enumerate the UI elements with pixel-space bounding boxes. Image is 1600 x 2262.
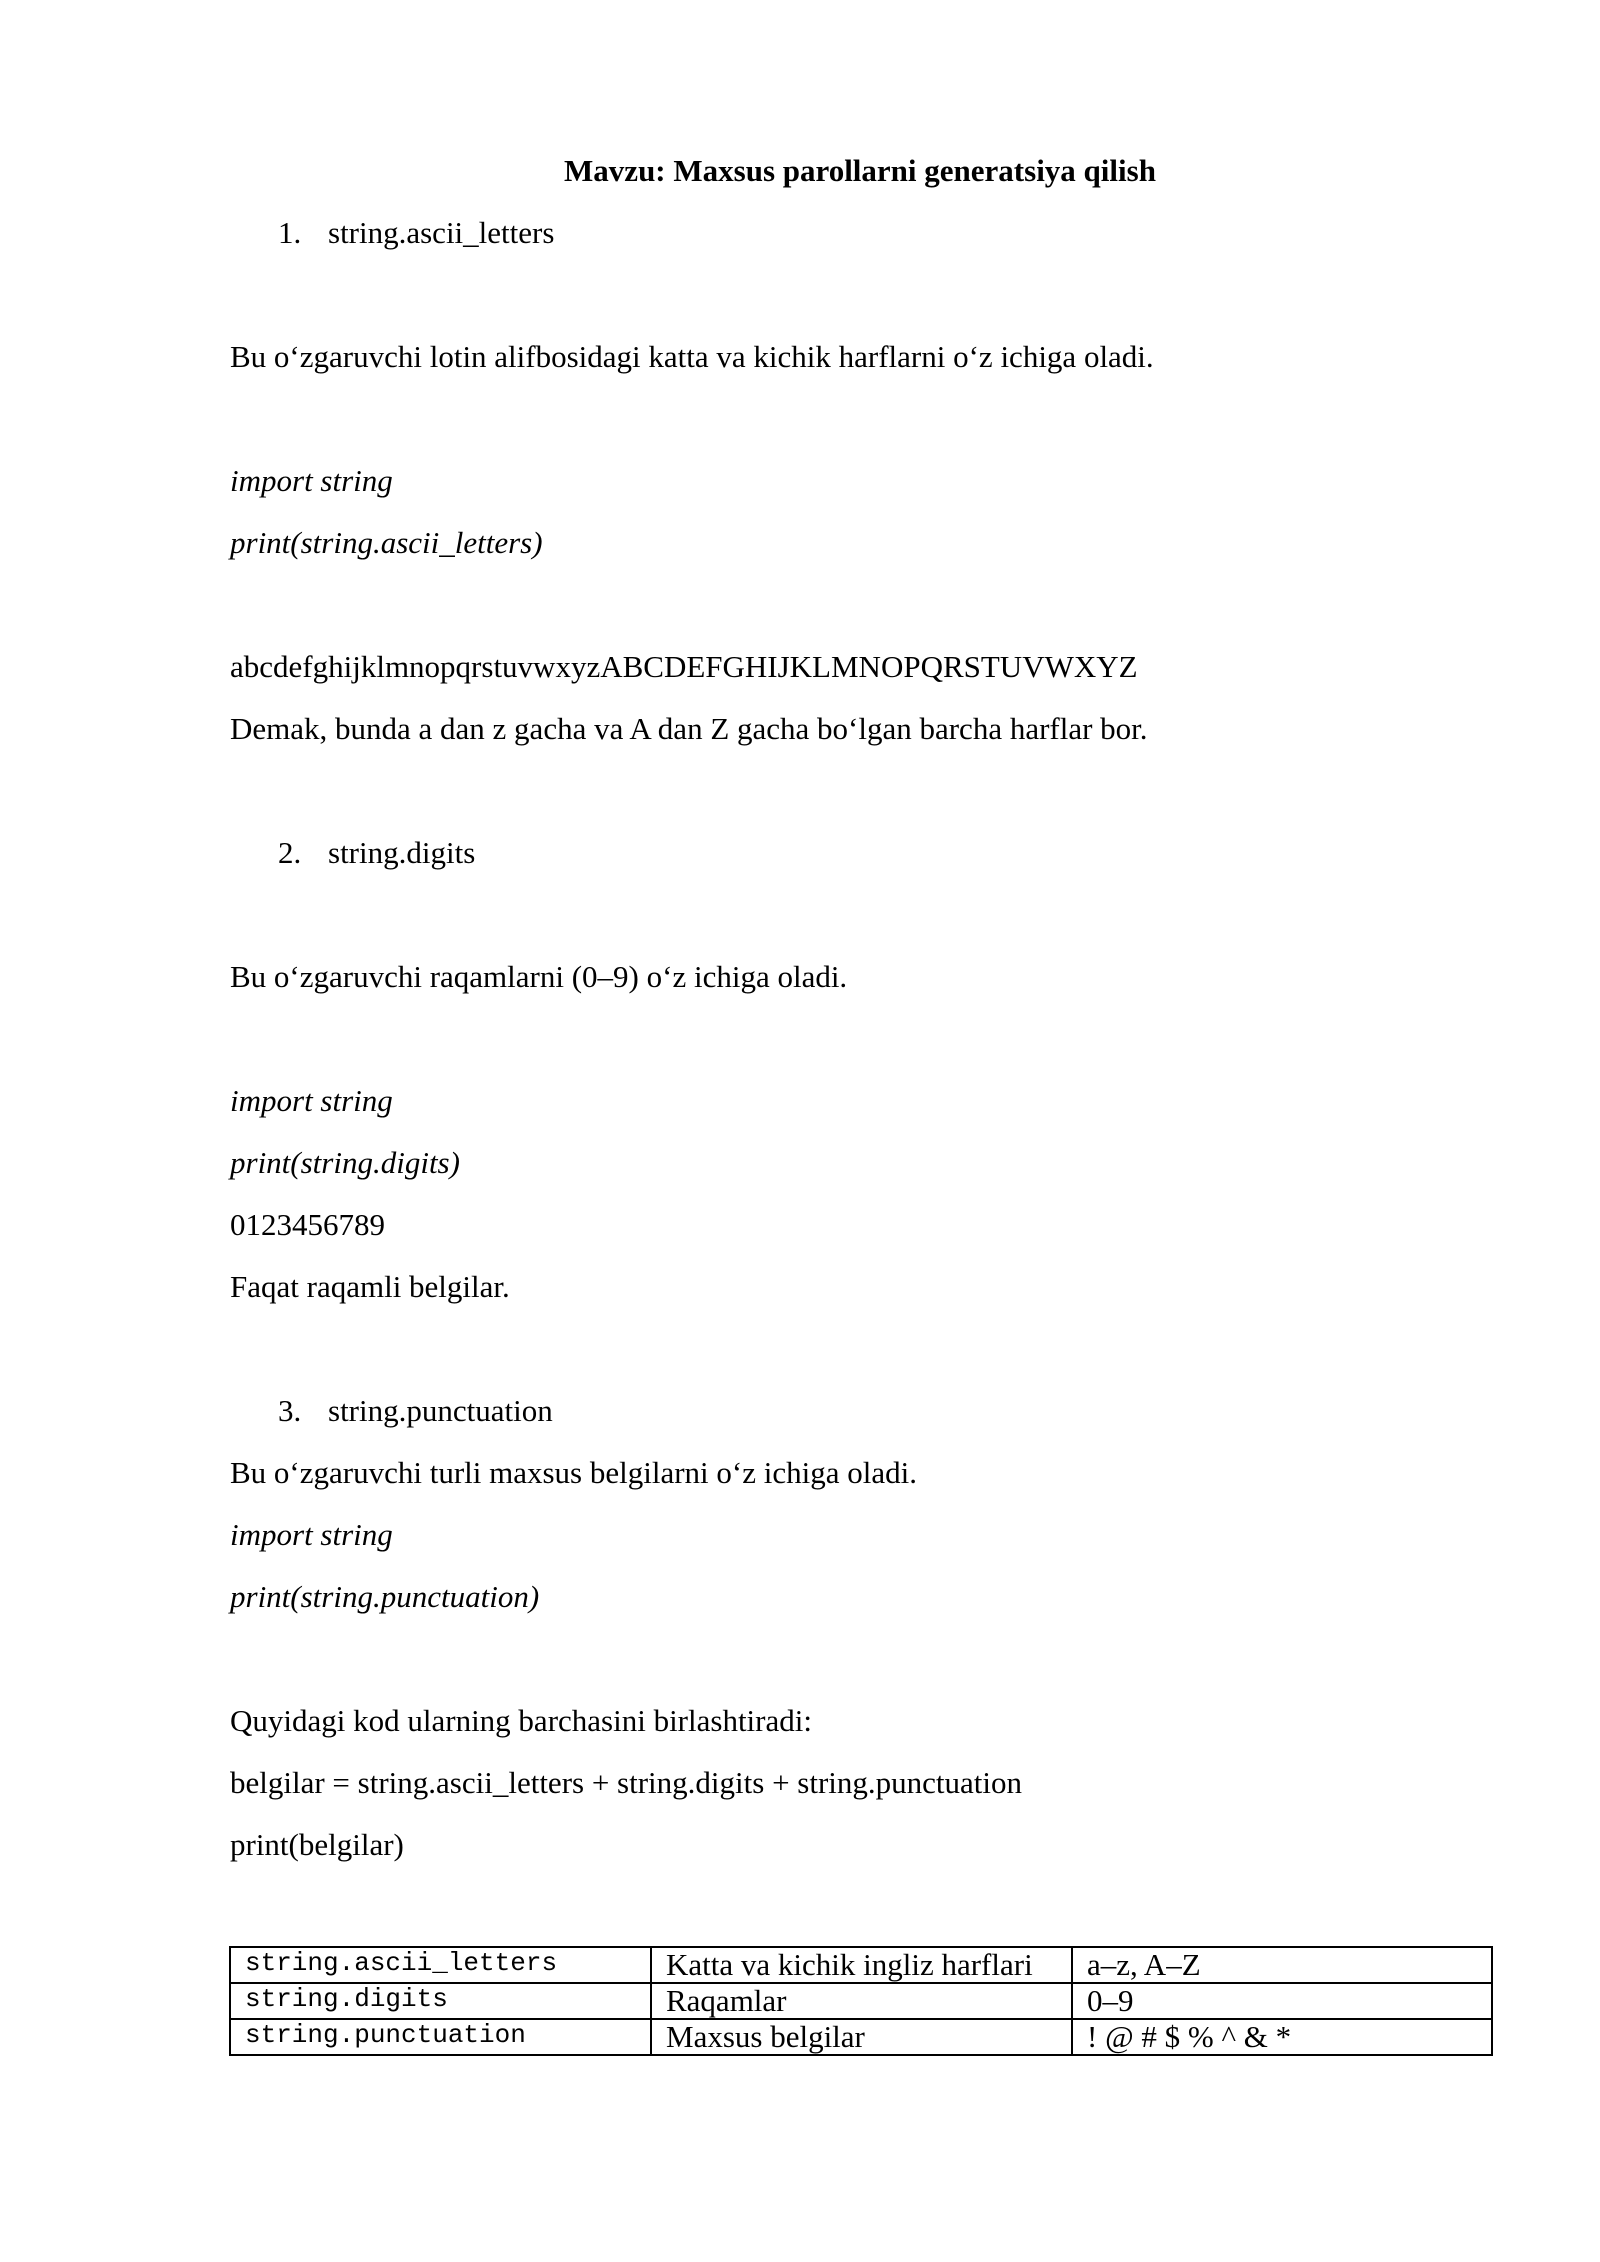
table-row — [230, 1947, 1492, 1983]
section-1-code-line: import string — [230, 463, 393, 498]
table-cell-description: Maxsus belgilar — [651, 2019, 1072, 2055]
section-1-heading — [278, 213, 554, 253]
table-cell-constant: string.punctuation — [230, 2019, 651, 2055]
section-1-description: Bu o‘zgaruvchi lotin alifbosidagi katta va kichik harflarni o‘z ichiga oladi. — [230, 339, 1154, 374]
section-3-heading-text: string.punctuation — [328, 1393, 553, 1428]
table-cell-constant: string.digits — [230, 1983, 651, 2019]
section-2-number: 2. — [278, 835, 302, 870]
section-3-number: 3. — [278, 1393, 302, 1428]
table-cell-example: 0–9 — [1072, 1983, 1492, 2019]
section-1-number: 1. — [278, 215, 302, 250]
section-1-heading-text: string.ascii_letters — [328, 215, 555, 250]
table-cell-constant: string.ascii_letters — [230, 1947, 651, 1983]
section-2-heading-text: string.digits — [328, 835, 476, 870]
combine-code-line: belgilar = string.ascii_letters + string.digits + string.punctuation — [230, 1765, 1023, 1800]
section-3-code-line: import string — [230, 1517, 393, 1552]
table-cell-description: Katta va kichik ingliz harflari — [651, 1947, 1072, 1983]
section-1-output: abcdefghijklmnopqrstuvwxyzABCDEFGHIJKLMNOPQRSTUVWXYZ — [230, 649, 1138, 684]
section-2-code-line: import string — [230, 1083, 393, 1118]
table-cell-example: a–z, A–Z — [1072, 1947, 1492, 1983]
section-3-heading — [278, 1391, 553, 1431]
table-row — [230, 2019, 1492, 2055]
combine-intro: Quyidagi kod ularning barchasini birlashtiradi: — [230, 1703, 812, 1738]
section-2-description: Bu o‘zgaruvchi raqamlarni (0–9) o‘z ichiga oladi. — [230, 959, 848, 994]
section-2-heading — [278, 833, 475, 873]
table-cell-example: ! @ # $ % ^ & * — [1072, 2019, 1492, 2055]
section-2-code-line: print(string.digits) — [230, 1145, 460, 1180]
reference-table — [229, 1946, 1493, 2056]
combine-code-line: print(belgilar) — [230, 1827, 404, 1862]
section-3-code-line: print(string.punctuation) — [230, 1579, 540, 1614]
section-2-note: Faqat raqamli belgilar. — [230, 1269, 510, 1304]
page-title: Mavzu: Maxsus parollarni generatsiya qilish — [564, 153, 1156, 188]
table-cell-description: Raqamlar — [651, 1983, 1072, 2019]
section-1-note: Demak, bunda a dan z gacha va A dan Z gacha bo‘lgan barcha harflar bor. — [230, 711, 1148, 746]
section-1-code-line: print(string.ascii_letters) — [230, 525, 543, 560]
table-row — [230, 1983, 1492, 2019]
section-3-description: Bu o‘zgaruvchi turli maxsus belgilarni o‘z ichiga oladi. — [230, 1455, 917, 1490]
section-2-output: 0123456789 — [230, 1207, 385, 1242]
